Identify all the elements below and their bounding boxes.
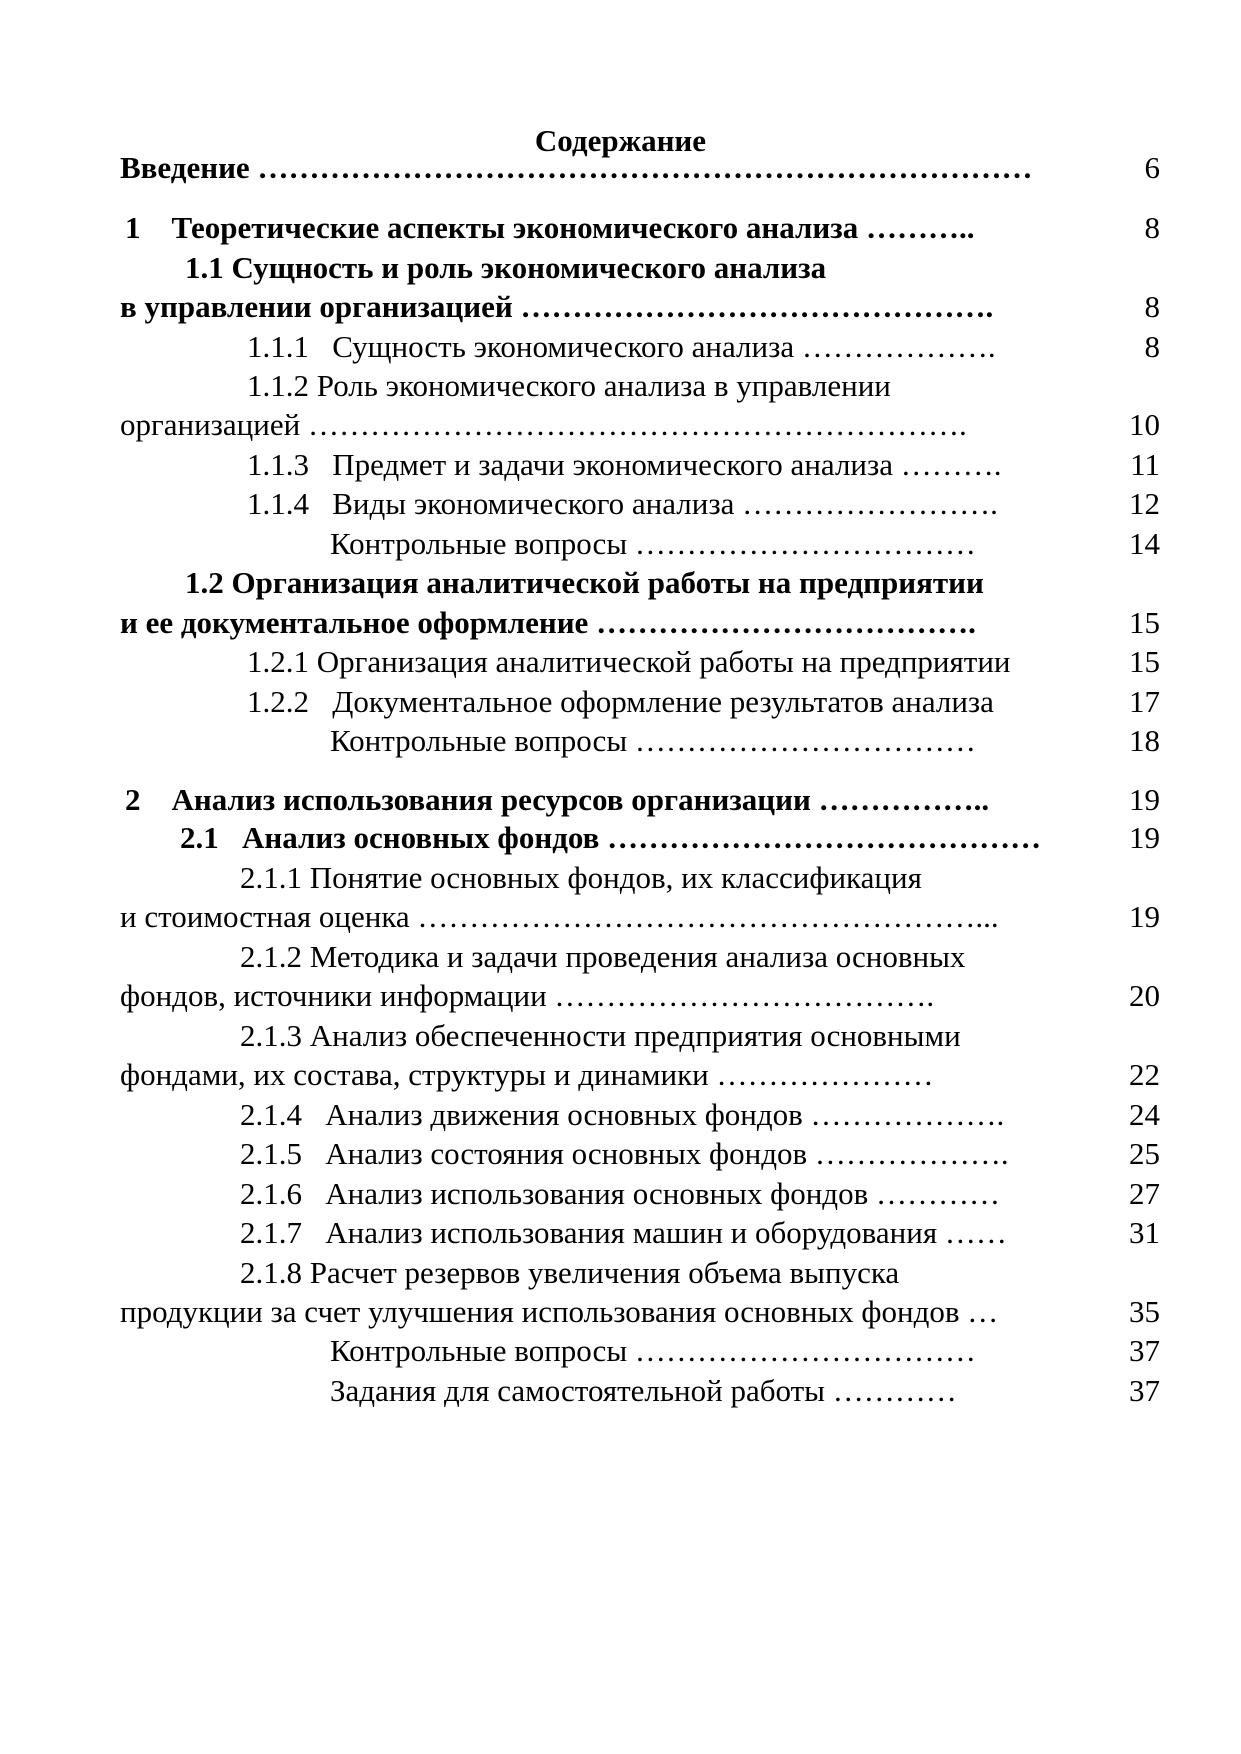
toc-entry-text: 2.1.6 Анализ использования основных фондов ………… <box>240 1176 1000 1211</box>
page-title: Содержание <box>534 123 707 158</box>
toc-entry-text: и ее документальное оформление ………………………………. <box>120 605 976 640</box>
toc-entry-text: Введение ………………………………………………………………… <box>120 150 1033 185</box>
toc-entry-text: 2.1.5 Анализ состояния основных фондов ………………. <box>240 1136 1009 1171</box>
toc-entry-text: фондов, источники информации ………………………………. <box>120 978 935 1013</box>
toc-entry-page: 27 <box>1129 1176 1160 1211</box>
toc-entry-text: 1.1.1 Сущность экономического анализа ………………. <box>247 329 996 364</box>
toc-entry-text: продукции за счет улучшения использования основных фондов … <box>120 1294 999 1329</box>
toc-entry-page: 31 <box>1129 1215 1160 1250</box>
toc-entry-text: 1.1.3 Предмет и задачи экономического анализа ………. <box>247 447 1002 482</box>
toc-entry-page: 25 <box>1129 1136 1160 1171</box>
toc-entry-page: 19 <box>1129 782 1160 817</box>
toc-entry-page: 37 <box>1129 1373 1160 1408</box>
toc-entry-text: организацией ………………………………………………………. <box>120 407 967 442</box>
toc-entry-page: 24 <box>1129 1097 1160 1132</box>
toc-entry-page: 37 <box>1129 1333 1160 1368</box>
toc-entry-text: 2.1.2 Методика и задачи проведения анализа основных <box>240 939 966 974</box>
toc-entry-text: 1.2.1 Организация аналитической работы на предприятии <box>247 644 1011 679</box>
toc-entry-page: 8 <box>1144 210 1160 245</box>
toc-entry-page: 14 <box>1129 526 1160 561</box>
toc-entry-text: 1.2.2 Документальное оформление результатов анализа <box>247 684 994 719</box>
toc-entry-text: Контрольные вопросы …………………………… <box>330 1333 976 1368</box>
toc-entry-page: 20 <box>1129 978 1160 1013</box>
toc-entry-text: 2.1.4 Анализ движения основных фондов ………………. <box>240 1097 1005 1132</box>
toc-entry-page: 11 <box>1130 447 1160 482</box>
toc-entry-text: 1 Теоретические аспекты экономического анализа ……….. <box>125 210 975 245</box>
toc-entry-text: 1.2 Организация аналитической работы на предприятии <box>185 565 984 600</box>
toc-entry-text: 2 Анализ использования ресурсов организации …………….. <box>125 782 990 817</box>
toc-entry-text: фондами, их состава, структуры и динамики ………………… <box>120 1057 934 1092</box>
toc-entry-page: 18 <box>1129 723 1160 758</box>
toc-entry-page: 8 <box>1144 289 1160 324</box>
toc-entry-page: 19 <box>1129 820 1160 855</box>
toc-entry-text: Задания для самостоятельной работы ………… <box>330 1373 957 1408</box>
toc-entry-page: 17 <box>1129 684 1160 719</box>
toc-entry-text: 1.1 Сущность и роль экономического анализа <box>185 250 827 285</box>
toc-entry-text: 2.1.8 Расчет резервов увеличения объема выпуска <box>240 1255 900 1290</box>
toc-entry-text: 1.1.4 Виды экономического анализа ……………………. <box>247 486 998 521</box>
toc-entry-text: 1.1.2 Роль экономического анализа в управлении <box>247 368 891 403</box>
toc-entry-page: 8 <box>1144 329 1160 364</box>
toc-entry-page: 15 <box>1129 605 1160 640</box>
toc-entry-text: 2.1 Анализ основных фондов …………………………………… <box>180 820 1042 855</box>
toc-entry-page: 6 <box>1144 150 1160 185</box>
toc-entry-text: Контрольные вопросы …………………………… <box>330 526 976 561</box>
toc-entry-text: 2.1.1 Понятие основных фондов, их классификация <box>240 860 922 895</box>
toc-entry-text: и стоимостная оценка ………………………………………………... <box>120 899 999 934</box>
toc-entry-text: 2.1.7 Анализ использования машин и оборудования …… <box>240 1215 1007 1250</box>
toc-entry-text: в управлении организацией ………………………………………. <box>120 289 994 324</box>
toc-entry-page: 22 <box>1129 1057 1160 1092</box>
toc-entry-page: 12 <box>1129 486 1160 521</box>
toc-entry-page: 10 <box>1129 407 1160 442</box>
toc-entry-page: 35 <box>1129 1294 1160 1329</box>
toc-entry-page: 19 <box>1129 899 1160 934</box>
toc-entry-page: 15 <box>1129 644 1160 679</box>
toc-entry-text: Контрольные вопросы …………………………… <box>330 723 976 758</box>
toc-entry-text: 2.1.3 Анализ обеспеченности предприятия основными <box>240 1018 961 1053</box>
